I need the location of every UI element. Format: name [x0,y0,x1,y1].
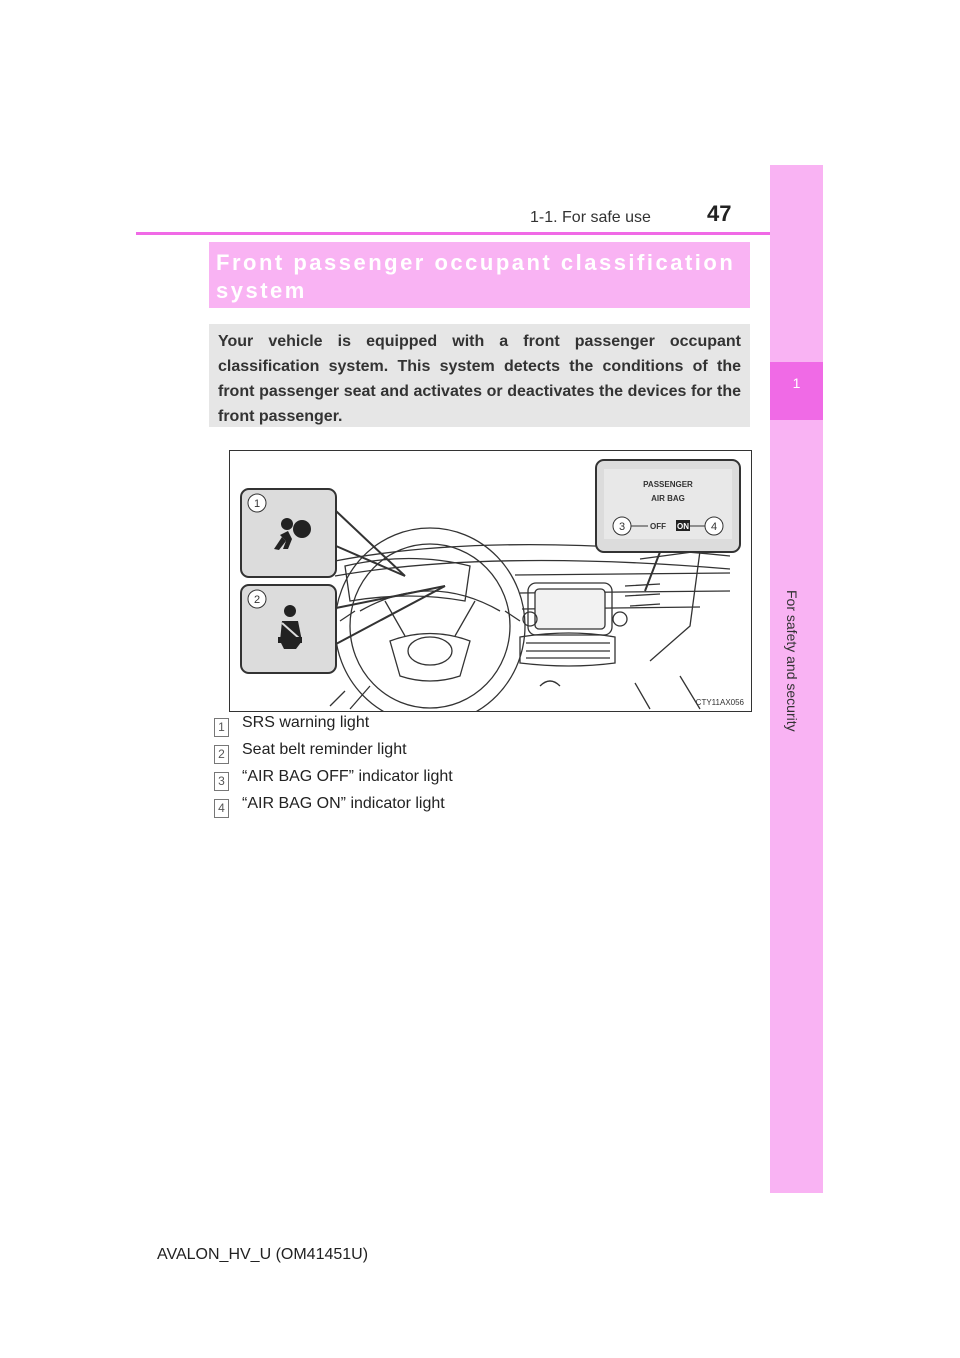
indicator-title-1: PASSENGER [643,480,693,489]
legend-number: 4 [214,799,229,818]
legend-text: “AIR BAG ON” indicator light [242,795,445,812]
callout-2: 2 [253,594,261,606]
intro-text: Your vehicle is equipped with a front passenger occupant classification system. This system detects the conditions of the front passenger seat and activates or deactivates the devices for the front passenger. [218,333,741,425]
chapter-number: 1 [792,375,801,391]
callout-4: 4 [710,521,718,533]
legend-text: SRS warning light [242,714,370,731]
off-label: OFF [650,522,666,531]
legend-number: 2 [214,745,229,764]
on-label: ON [677,522,689,531]
document-footer: AVALON_HV_U (OM41451U) [157,1246,369,1263]
dashboard-illustration [230,451,751,711]
callout-3: 3 [618,521,626,533]
section-title: 1-1. For safe use [530,209,651,226]
legend-text: “AIR BAG OFF” indicator light [242,768,453,785]
header-rule [136,232,823,235]
page-number: 47 [707,201,732,226]
indicator-title-2: AIR BAG [651,494,685,503]
chapter-tab-marker [770,362,823,420]
legend-number: 1 [214,718,229,737]
figure-code: CTY11AX056 [695,698,744,707]
legend-number: 3 [214,772,229,791]
callout-1: 1 [253,498,261,510]
section-heading: Front passenger occupant classification system [216,250,736,303]
dashboard-figure [229,450,752,712]
chapter-title: For safety and security [784,590,800,732]
legend-text: Seat belt reminder light [242,741,407,758]
